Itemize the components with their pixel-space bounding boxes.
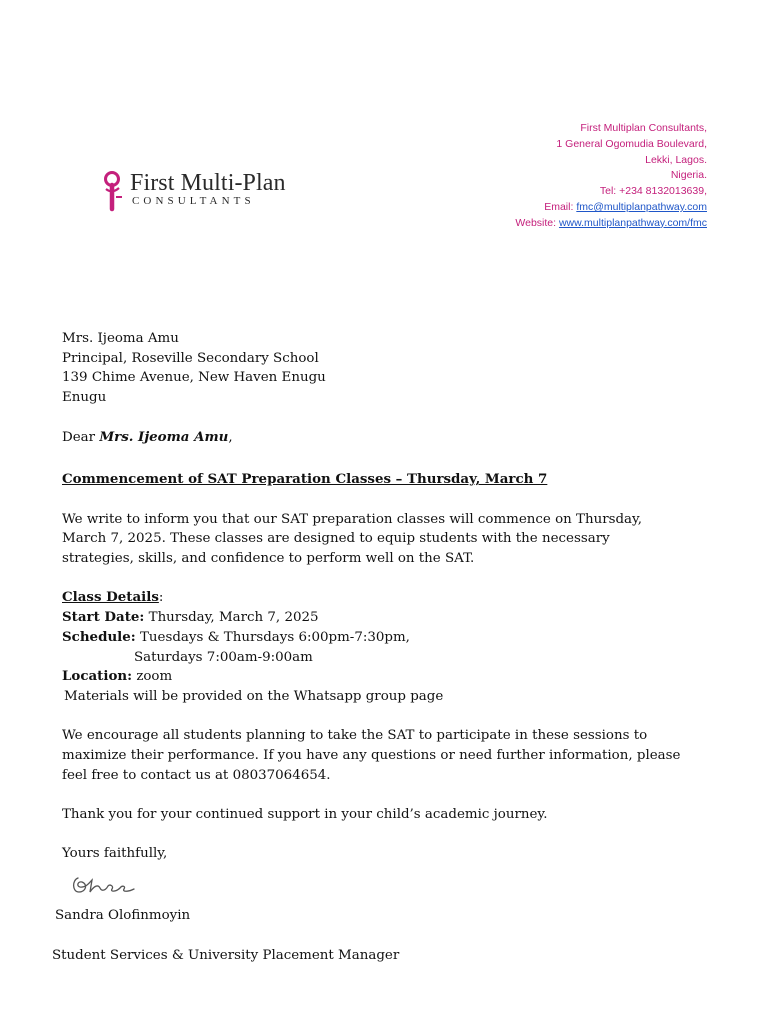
handwritten-signature xyxy=(70,872,140,898)
schedule-value: Tuesdays & Thursdays 6:00pm-7:30pm, xyxy=(135,629,410,645)
schedule-label: Schedule: xyxy=(62,628,136,645)
signer-name: Sandra Olofinmoyin xyxy=(55,908,191,923)
logo-name: First Multi-Plan xyxy=(130,170,286,196)
company-phone: Tel: +234 8132013639, xyxy=(599,185,707,198)
email-label: Email: xyxy=(544,200,577,213)
company-email-line xyxy=(515,200,707,216)
letter-subject: Commencement of SAT Preparation Classes – Thursday, March 7 xyxy=(62,471,548,488)
salutation xyxy=(62,428,682,448)
company-address-block xyxy=(515,121,707,232)
location-label: Location: xyxy=(62,668,133,685)
location-value: zoom xyxy=(132,669,173,685)
recipient-name: Mrs. Ijeoma Amu xyxy=(62,331,179,346)
thanks-paragraph: Thank you for your continued support in your child’s academic journey. xyxy=(62,807,548,823)
email-link[interactable]: fmc@multiplanpathway.com xyxy=(576,200,707,213)
recipient-city: Enugu xyxy=(62,390,107,406)
recipient-address: 139 Chime Avenue, New Haven Enugu xyxy=(62,370,326,386)
class-details-heading: Class Details: xyxy=(62,589,164,606)
start-date-label: Start Date: xyxy=(62,609,145,626)
salutation-prefix: Dear xyxy=(62,429,100,445)
website-link[interactable]: www.multiplanpathway.com/fmc xyxy=(558,216,707,229)
company-website-line xyxy=(515,216,707,232)
recipient-title: Principal, Roseville Secondary School xyxy=(62,350,319,366)
intro-paragraph: We write to inform you that our SAT preparation classes will commence on Thursday, March 7, 2025. These classes are designed to equip students with the necessary strategies, skills, and confidence to perform well on the SAT. xyxy=(62,511,643,566)
salutation-suffix: , xyxy=(228,429,233,445)
company-logo xyxy=(102,170,302,214)
website-label: Website: xyxy=(515,216,559,229)
letter-body xyxy=(62,329,682,825)
company-address-line2: Lekki, Lagos. xyxy=(645,153,707,166)
schedule-line-2: Saturdays 7:00am-9:00am xyxy=(134,649,313,665)
company-country: Nigeria. xyxy=(670,169,707,182)
encourage-paragraph: We encourage all students planning to take the SAT to participate in these sessions to maximize their performance. If you have any questions or need further information, please feel free to contact us at 08037064654. xyxy=(62,728,681,783)
materials-line: Materials will be provided on the Whatsapp group page xyxy=(64,688,444,704)
signer-title: Student Services & University Placement Manager xyxy=(52,948,400,963)
start-date-value: Thursday, March 7, 2025 xyxy=(144,610,319,626)
schedule-line xyxy=(62,628,682,648)
keyhole-figure-logo-icon xyxy=(102,170,126,212)
closing: Yours faithfully, xyxy=(62,846,168,861)
location-line xyxy=(62,667,682,687)
salutation-name: Mrs. Ijeoma Amu xyxy=(99,428,229,445)
start-date-line xyxy=(62,608,682,628)
company-name: First Multiplan Consultants, xyxy=(580,122,707,134)
company-address-line1: 1 General Ogomudia Boulevard, xyxy=(556,137,707,150)
logo-subtitle: CONSULTANTS xyxy=(132,195,255,207)
